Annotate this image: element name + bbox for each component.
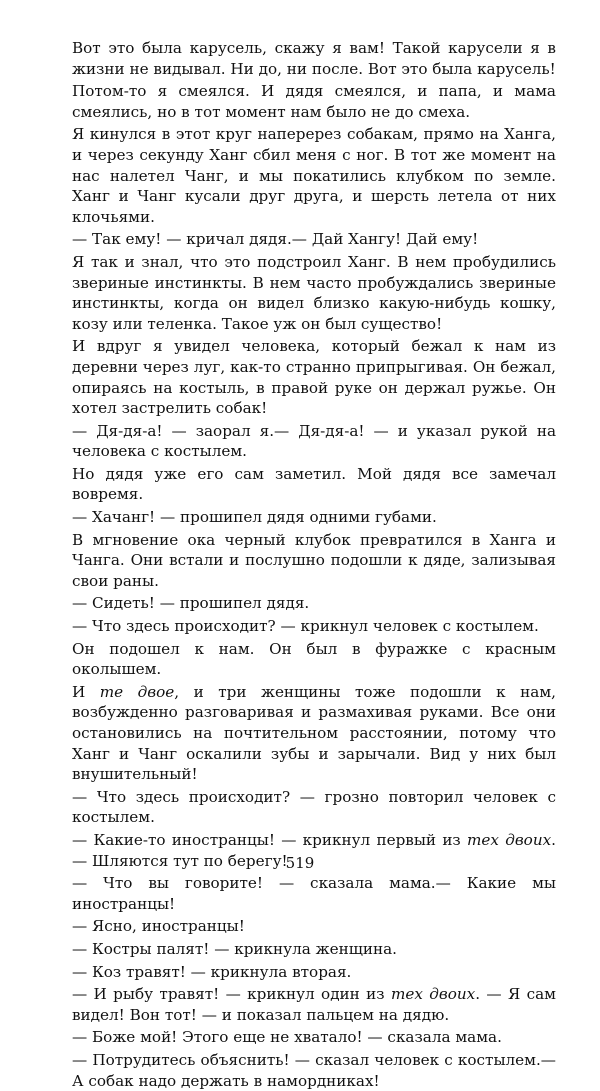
- paragraph: — Так ему! — кричал дядя.— Дай Хангу! Дай ему!: [72, 230, 479, 249]
- paragraph: Он подошел к нам. Он был в фуражке с красным околышем.: [72, 639, 556, 679]
- paragraph: Вот это была карусель, скажу я вам! Такой карусели я в жизни не видывал. Ни до, ни после. Вот это была карусель!: [72, 39, 556, 78]
- paragraph: — Что здесь происходит? — грозно повторил человек с костылем.: [72, 787, 556, 827]
- book-page-text: [72, 38, 556, 1090]
- paragraph: — Что вы говорите! — сказала мама.— Какие мы иностранцы!: [72, 874, 556, 913]
- page-number: 519: [285, 854, 315, 872]
- paragraph: Я так и знал, что это подстроил Ханг. В нем пробудились звериные инстинкты. В нем часто пробуждались звериные инстинкты, когда он видел близко какую-нибудь кошку, козу или теленка. Такое уж он был существо!: [72, 252, 556, 333]
- paragraph: — Ясно, иностранцы!: [72, 917, 245, 936]
- paragraph-text: . — Я сам видел! Вон тот! — и показал пальцем на дядю.: [72, 985, 556, 1024]
- paragraph: — Что здесь происходит? — крикнул человек с костылем.: [72, 617, 539, 636]
- paragraph: — Дя-дя-а! — заорал я.— Дя-дя-а! — и указал рукой на человека с костылем.: [72, 421, 556, 461]
- paragraph: Я кинулся в этот круг наперерез собакам, прямо на Ханга, и через секунду Ханг сбил меня с ног. В тот же момент на нас налетел Чанг, и мы покатились клубком по земле. Ханг и Чанг кусали друг друга, и шерсть летела от них клочьями.: [72, 125, 556, 226]
- paragraph: Потом-то я смеялся. И дядя смеялся, и папа, и мама смеялись, но в тот момент нам было не до смеха.: [72, 82, 556, 121]
- italic-phrase: те двое: [99, 682, 175, 701]
- italic-phrase: тех двоих: [390, 985, 476, 1004]
- paragraph: В мгновение ока черный клубок превратился в Ханга и Чанга. Они встали и послушно подошли к дяде, зализывая свои раны.: [72, 530, 556, 590]
- paragraph: — Коз травят! — крикнула вторая.: [72, 962, 352, 981]
- paragraph: Но дядя уже его сам заметил. Мой дядя все замечал вовремя.: [72, 464, 556, 504]
- paragraph: — Костры палят! — крикнула женщина.: [72, 939, 397, 958]
- paragraph: — Боже мой! Этого еще не хватало! — сказала мама.: [72, 1028, 502, 1047]
- italic-phrase: тех двоих: [467, 830, 552, 849]
- paragraph: — Хачанг! — прошипел дядя одними губами.: [72, 508, 437, 527]
- paragraph-text: , и три женщины тоже подошли к нам, возбужденно разговаривая и размахивая руками. Все они остановились на почтительном расстоянии, потому что Ханг и Чанг оскалили зубы и зарычали. Вид у них был внушительный!: [72, 682, 556, 784]
- paragraph-text: — Какие-то иностранцы! — крикнул первый из: [72, 830, 461, 849]
- paragraph: — Сидеть! — прошипел дядя.: [72, 594, 310, 613]
- paragraph: И вдруг я увидел человека, который бежал к нам из деревни через луг, как-то странно припрыгивая. Он бежал, опираясь на костыль, в правой руке он держал ружье. Он хотел застрелить собак!: [72, 337, 556, 418]
- paragraph-text: И: [72, 682, 86, 701]
- paragraph-text: . — Шляются тут по берегу!: [72, 830, 556, 870]
- paragraph-text: — И рыбу травят! — крикнул один из: [72, 985, 385, 1004]
- paragraph: — Потрудитесь объяснить! — сказал человек с костылем.— А собак надо держать в намордниках!: [72, 1050, 556, 1090]
- paragraph: [72, 984, 556, 1025]
- paragraph: [72, 682, 556, 785]
